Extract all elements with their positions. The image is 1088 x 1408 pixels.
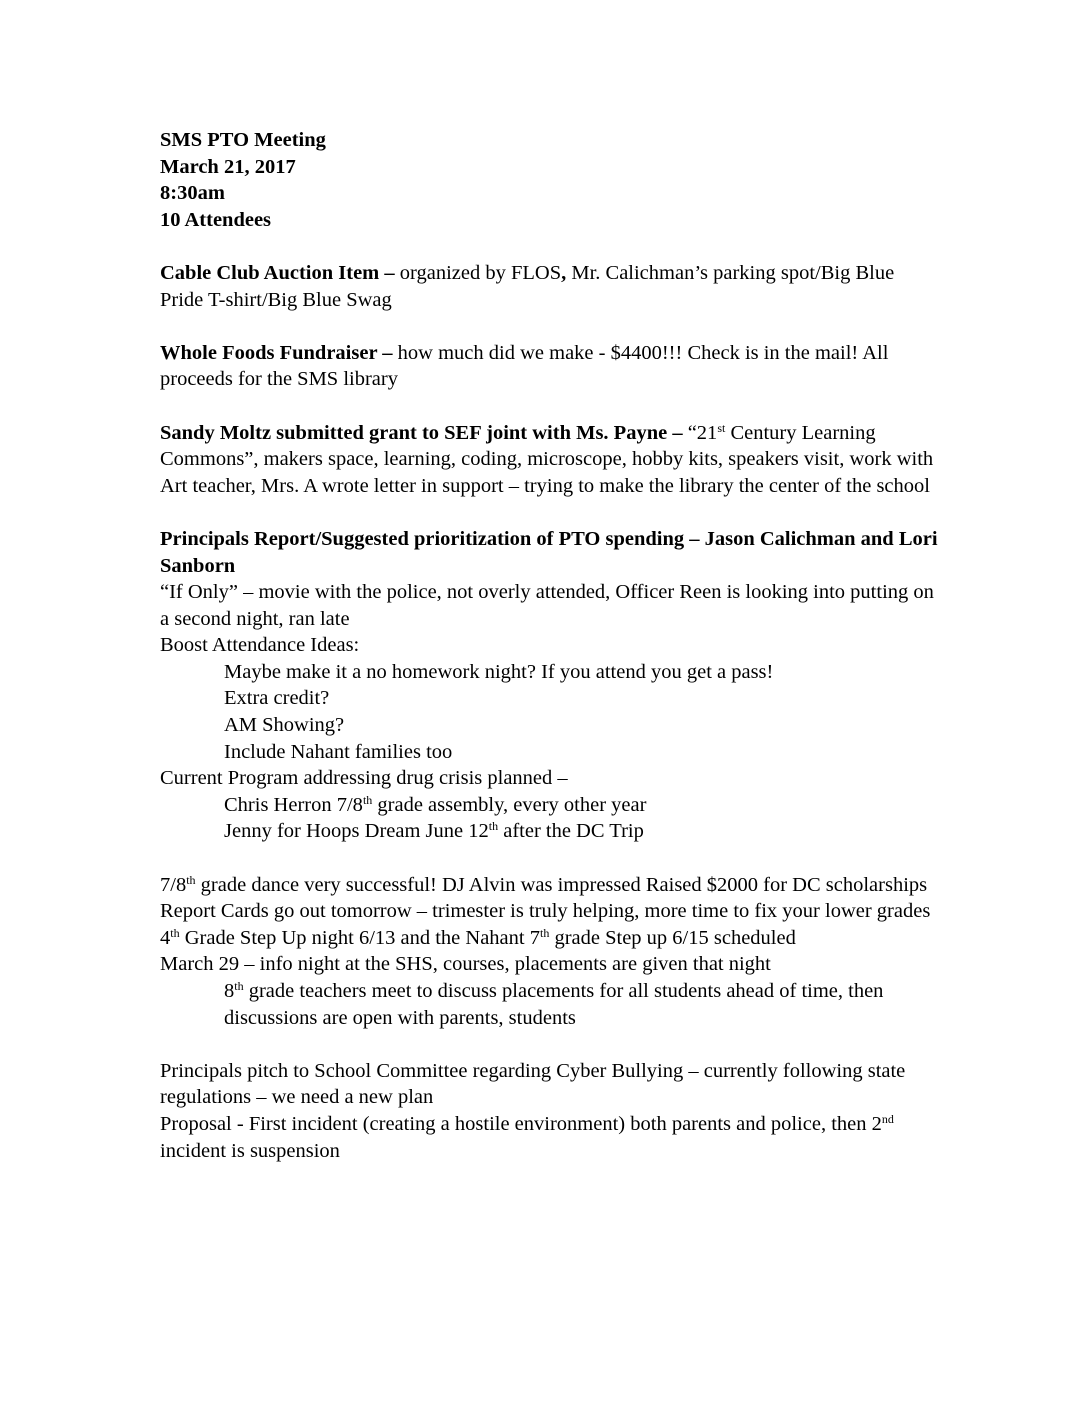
grant-heading: Sandy Moltz submitted grant to SEF joint with Ms. Payne –: [160, 421, 683, 444]
boost-item: AM Showing?: [224, 714, 345, 737]
whole-foods-heading: Whole Foods Fundraiser –: [160, 341, 393, 364]
drug-program-label: Current Program addressing drug crisis planned –: [160, 767, 568, 790]
cable-club-text-2: Mr. Calichman’s parking spot/Big Blue Pride T-shirt/Big Blue Swag: [160, 261, 895, 311]
proposal-line: [160, 1111, 940, 1164]
info-night-line: March 29 – info night at the SHS, courses, placements are given that night: [160, 953, 771, 976]
whole-foods-paragraph: [160, 340, 940, 393]
spacer: [160, 233, 940, 260]
meeting-title: SMS PTO Meeting: [160, 129, 326, 151]
cable-club-heading: Cable Club Auction Item –: [160, 261, 395, 284]
spacer: [160, 499, 940, 526]
document-body: [160, 127, 940, 1164]
step-up-text-1: 4: [160, 926, 171, 949]
spacer: [160, 1031, 940, 1058]
grant-paragraph: [160, 420, 940, 500]
cable-club-text-1: organized by FLOS: [394, 261, 562, 284]
boost-item: Include Nahant families too: [224, 740, 453, 763]
whole-foods-text: how much did we make - $4400!!! Check is in the mail! All proceeds for the SMS library: [160, 341, 889, 391]
drug-item-text: Chris Herron 7/8: [224, 793, 363, 816]
meeting-attendees: 10 Attendees: [160, 208, 272, 231]
grant-superscript: st: [717, 420, 726, 435]
proposal-text-1: Proposal - First incident (creating a hostile environment) both parents and police, then 2: [160, 1112, 882, 1135]
drug-item-rest: grade assembly, every other year: [372, 793, 647, 816]
boost-item: Extra credit?: [224, 687, 330, 710]
cable-club-paragraph: [160, 260, 940, 313]
dance-text-1: 7/8: [160, 873, 187, 896]
drug-item-rest: after the DC Trip: [498, 820, 644, 843]
drug-item-superscript: th: [488, 819, 499, 834]
placements-text-2: grade teachers meet to discuss placements for all students ahead of time, then discussions are open with parents, students: [224, 980, 884, 1029]
grant-text-2: Century Learning Commons”, makers space, learning, coding, microscope, hobby kits, speakers visit, work with Art teacher, Mrs. A wrote letter in support – trying to make the library the center of the school: [160, 421, 934, 497]
placements-line: [160, 978, 940, 1031]
step-up-line: [160, 925, 940, 952]
drug-item-superscript: th: [362, 792, 373, 807]
principals-report-heading: Principals Report/Suggested prioritization of PTO spending – Jason Calichman and Lori Sanborn: [160, 527, 938, 577]
spacer: [160, 313, 940, 340]
dance-text-2: grade dance very successful! DJ Alvin was impressed Raised $2000 for DC scholarships: [195, 873, 928, 896]
proposal-superscript: nd: [881, 1111, 894, 1126]
drug-program-item: [160, 818, 940, 845]
drug-item-text: Jenny for Hoops Dream June 12: [224, 820, 489, 843]
spacer: [160, 393, 940, 420]
grant-text-1: “21: [682, 421, 718, 444]
meeting-time: 8:30am: [160, 182, 225, 205]
step-up-superscript-1: th: [170, 925, 180, 940]
drug-program-item: [160, 792, 940, 819]
dance-superscript: th: [186, 872, 196, 887]
proposal-text-2: incident is suspension: [160, 1139, 340, 1162]
report-cards-line: Report Cards go out tomorrow – trimester is truly helping, more time to fix your lower grades: [160, 900, 931, 923]
placements-text-1: 8: [224, 980, 235, 1002]
step-up-superscript-2: th: [539, 925, 550, 940]
if-only-line: “If Only” – movie with the police, not overly attended, Officer Reen is looking into putting on a second night, ran late: [160, 581, 934, 630]
placements-superscript: th: [234, 979, 244, 993]
boost-attendance-label: Boost Attendance Ideas:: [160, 634, 360, 657]
boost-item: Maybe make it a no homework night? If you attend you get a pass!: [224, 660, 774, 683]
dance-line: [160, 872, 940, 899]
step-up-text-2: Grade Step Up night 6/13 and the Nahant 7: [179, 926, 540, 949]
cyber-bullying-line: Principals pitch to School Committee regarding Cyber Bullying – currently following state regulations – we need a new plan: [160, 1059, 906, 1109]
meeting-date: March 21, 2017: [160, 155, 296, 178]
spacer: [160, 845, 940, 872]
step-up-text-3: grade Step up 6/15 scheduled: [549, 926, 796, 949]
cable-club-comma: ,: [561, 261, 567, 284]
